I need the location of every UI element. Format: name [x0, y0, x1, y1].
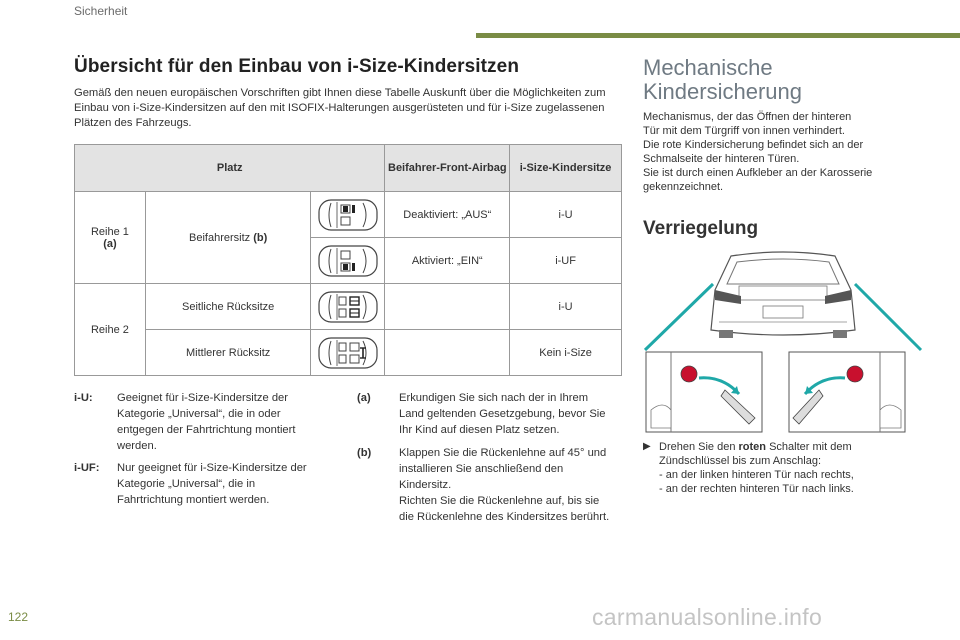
instr-bold: roten — [738, 441, 767, 453]
mechanical-title — [643, 56, 802, 104]
car-cell-2 — [311, 238, 385, 284]
a-text: Erkundigen Sie sich nach der in Ihrem Land geltenden Gesetzgebung, bevor Sie Ihr Kind auf diesen Platz setzen. — [399, 392, 606, 436]
beifahrersitz-label: Beifahrersitz — [189, 231, 251, 244]
car-cell-3 — [311, 284, 385, 330]
mechanical-text — [643, 110, 913, 194]
mechanical-line: gekennzeichnet. — [643, 181, 724, 193]
header-isize: i-Size-Kindersitze — [510, 145, 622, 192]
mechanical-line: Tür mit dem Türgriff von innen verhindert. — [643, 125, 845, 137]
mittlerer-airbag-empty — [385, 330, 510, 376]
deaktiviert-cell: Deaktiviert: „AUS“ — [385, 192, 510, 238]
row1-note: (a) — [103, 237, 117, 250]
row1-label: Reihe 1 — [90, 225, 129, 238]
iu-text: Geeignet für i-Size-Kindersitze der Kategorie „Universal“, die in oder entgegen der Fahrtrichtung montiert werden. — [117, 392, 296, 452]
car-rear-middle-seat-icon — [317, 335, 379, 371]
aktiviert-cell: Aktiviert: „EIN“ — [385, 238, 510, 284]
b-text-2: Richten Sie die Rückenlehne auf, bis sie die Rückenlehne des Kindersitzes berührt. — [399, 495, 610, 523]
mechanical-line: Sie ist durch einen Aufkleber an der Karosserie — [643, 167, 873, 179]
car-cell-4 — [311, 330, 385, 376]
watermark: carmanualsonline.info — [592, 604, 823, 630]
aktiviert-value: i-UF — [510, 238, 622, 284]
car-cell-1 — [311, 192, 385, 238]
seat-table — [74, 144, 622, 376]
header-airbag: Beifahrer-Front-Airbag — [385, 145, 510, 192]
page-number: 122 — [8, 610, 29, 624]
arrow-bullet-icon: ▶ — [643, 441, 651, 452]
instr-suffix: Schalter mit dem — [769, 441, 852, 453]
car-rear-icon — [711, 252, 855, 338]
instr-line2: Zündschlüssel bis zum Anschlag: — [659, 455, 822, 467]
iuf-key: i-UF: — [74, 462, 100, 474]
section-label: Sicherheit — [74, 4, 128, 18]
beifahrersitz-note: (b) — [253, 231, 268, 244]
instr-item2: - an der rechten hinteren Tür nach links. — [659, 483, 854, 495]
car-front-forwardfacing-icon — [317, 243, 379, 279]
instr-item1-text: an der linken hinteren Tür nach rechts, — [665, 469, 854, 481]
instr-item2-text: an der rechten hinteren Tür nach links. — [665, 483, 854, 495]
b-key: (b) — [357, 447, 372, 459]
seitliche-airbag-empty — [385, 284, 510, 330]
iu-key: i-U: — [74, 392, 93, 404]
child-lock-illustration — [643, 250, 923, 435]
mechanical-line: Mechanismus, der das Öffnen der hinteren — [643, 111, 852, 123]
b-text-1: Klappen Sie die Rückenlehne auf 45° und installieren Sie anschließend den Kindersitz. — [399, 447, 607, 491]
locking-title: Verriegelung — [643, 218, 759, 239]
mittlerer-value: Kein i-Size — [510, 330, 622, 376]
intro-paragraph: Gemäß den neuen europäischen Vorschriften gibt Ihnen diese Tabelle Auskunft über die Möglichkeiten zum Einbau von i-Size-Kindersitzen auf den mit ISOFIX-Halterungen ausgerüsteten und für i-Size zugelassenen Plätzen des Fahrzeugs. — [74, 87, 606, 129]
b-text — [399, 445, 614, 525]
mittlerer-label: Mittlerer Rücksitz — [145, 330, 311, 376]
seitliche-value: i-U — [510, 284, 622, 330]
iuf-text: Nur geeignet für i-Size-Kindersitze der Kategorie „Universal“, die in Fahrtrichtung montiert werden. — [117, 462, 307, 506]
row1-cell — [75, 192, 146, 284]
right-door-diagram — [789, 352, 905, 432]
row2-label: Reihe 2 — [75, 284, 146, 376]
instr-item1: - an der linken hinteren Tür nach rechts, — [659, 469, 854, 481]
left-door-diagram — [646, 352, 762, 432]
mechanical-line: Schmalseite der hinteren Türen. — [643, 153, 800, 165]
car-rear-side-seats-icon — [317, 289, 379, 325]
mechanical-title-line2: Kindersicherung — [643, 79, 802, 104]
instruction-line — [643, 440, 923, 454]
instr-prefix: Drehen Sie den — [659, 441, 736, 453]
mechanical-title-line1: Mechanische — [643, 55, 773, 80]
seitliche-label: Seitliche Rücksitze — [145, 284, 311, 330]
header-platz: Platz — [75, 145, 385, 192]
page-title: Übersicht für den Einbau von i-Size-Kindersitzen — [74, 56, 520, 77]
locking-instructions — [643, 440, 923, 496]
header-accent-bar — [476, 33, 960, 38]
car-front-rearfacing-icon — [317, 197, 379, 233]
deaktiviert-value: i-U — [510, 192, 622, 238]
a-key: (a) — [357, 392, 371, 404]
mechanical-line: Die rote Kindersicherung befindet sich an der — [643, 139, 864, 151]
beifahrersitz-cell — [145, 192, 311, 284]
